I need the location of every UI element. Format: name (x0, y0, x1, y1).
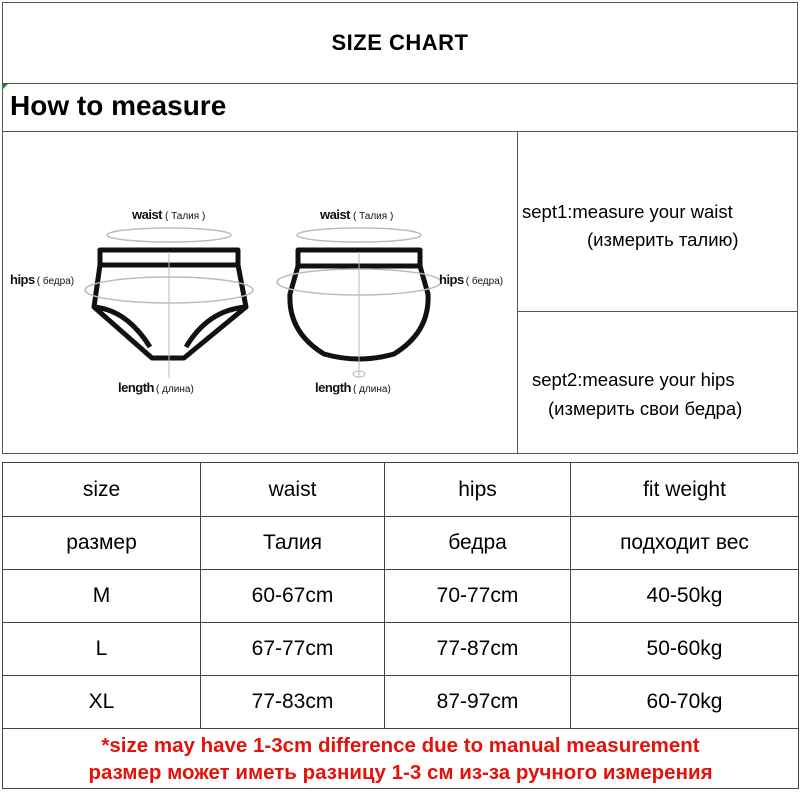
corner-mark (2, 84, 8, 90)
cell-hips: 87-97cm (385, 676, 571, 729)
cell-weight: 40-50kg (571, 570, 799, 623)
svg-text:waist( Талия ) (319, 207, 393, 222)
header-waist-ru: Талия (201, 517, 385, 570)
header-fit-weight: fit weight (571, 463, 799, 517)
step-1-cell (518, 132, 798, 312)
svg-text:hips( бедра) (10, 272, 74, 287)
right-waist-ru-label: ( Талия ) (353, 211, 394, 222)
cell-weight: 50-60kg (571, 623, 799, 676)
right-length-ru-label: ( длина) (353, 384, 391, 395)
note-row (3, 729, 799, 789)
measurement-illustration (2, 132, 518, 454)
note-cell (3, 729, 799, 789)
left-hips-label: hips (10, 272, 35, 287)
cell-weight: 60-70kg (571, 676, 799, 729)
right-waist-ellipse (297, 228, 421, 242)
left-hips-ru-label: ( бедра) (36, 276, 75, 287)
header-size-ru: размер (3, 517, 201, 570)
panties-diagram (2, 132, 518, 454)
note-line-2: размер может иметь разницу 1-3 см из-за ручного измерения (88, 760, 713, 784)
cell-waist: 60-67cm (201, 570, 385, 623)
right-waist-label: waist (320, 207, 351, 222)
cell-size: L (3, 623, 201, 676)
how-to-measure-header (2, 84, 798, 132)
left-waist-ru-label: ( Талия ) (165, 211, 206, 222)
svg-text:length( длина) (315, 380, 391, 395)
how-to-measure-label: How to measure (10, 90, 227, 121)
table-row (3, 570, 799, 623)
svg-text:waist( Талия ) (131, 207, 205, 222)
right-length-label: length (315, 380, 351, 395)
table-row (3, 623, 799, 676)
header-fit-weight-ru: подходит вес (571, 517, 799, 570)
step-2-ru-text: (измерить свои бедра) (548, 398, 743, 419)
step-2-text: sept2:measure your hips (532, 369, 735, 390)
left-garment (10, 207, 253, 395)
step-2-cell (518, 312, 798, 454)
cell-size: M (3, 570, 201, 623)
header-hips-ru: бедра (385, 517, 571, 570)
cell-waist: 77-83cm (201, 676, 385, 729)
right-hips-ru-label: ( бедра) (465, 276, 504, 287)
step-1-text: sept1:measure your waist (522, 201, 733, 222)
left-length-label: length (118, 380, 154, 395)
table-row (3, 676, 799, 729)
step-1-ru-text: (измерить талию) (587, 229, 739, 250)
page-title: SIZE CHART (331, 29, 469, 55)
cell-hips: 77-87cm (385, 623, 571, 676)
left-length-ru-label: ( длина) (156, 384, 194, 395)
header-waist: waist (201, 463, 385, 517)
header-size: size (3, 463, 201, 517)
note-line-1: *size may have 1-3cm difference due to manual measurement (101, 733, 700, 757)
size-table (2, 462, 799, 789)
right-hips-label: hips (439, 272, 464, 287)
title-row (2, 2, 798, 84)
svg-text:hips( бедра) (439, 272, 503, 287)
svg-text:length( длина) (118, 380, 194, 395)
cell-hips: 70-77cm (385, 570, 571, 623)
table-header-row (3, 463, 799, 517)
left-waist-ellipse (107, 228, 231, 242)
header-hips: hips (385, 463, 571, 517)
cell-size: XL (3, 676, 201, 729)
table-header-ru-row (3, 517, 799, 570)
cell-waist: 67-77cm (201, 623, 385, 676)
left-waist-label: waist (132, 207, 163, 222)
right-garment (277, 207, 503, 395)
